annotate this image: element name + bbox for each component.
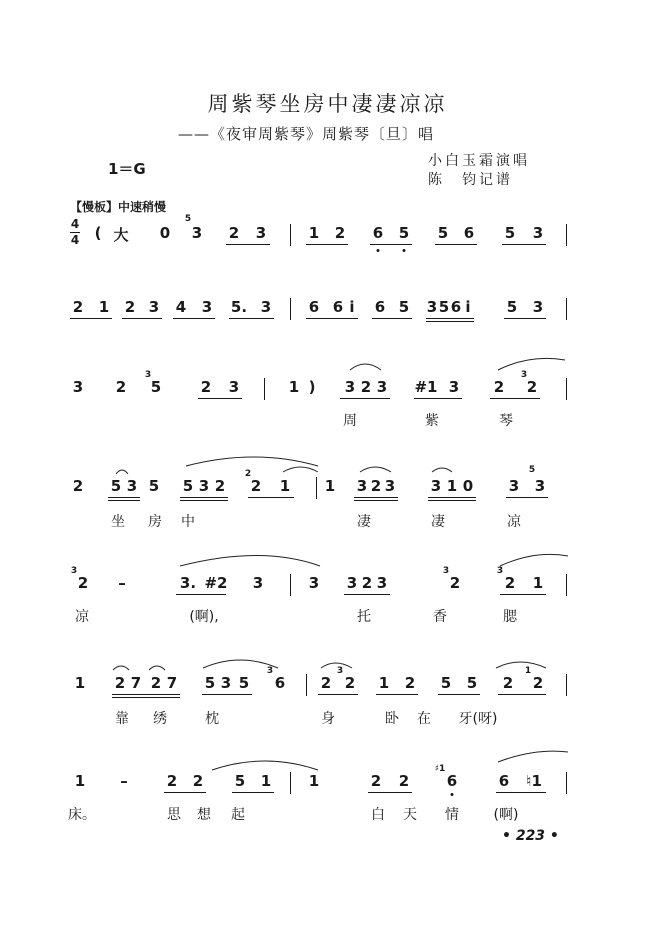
underline-beam <box>376 694 418 695</box>
underline-beam <box>435 244 477 245</box>
note: 1 <box>98 298 110 316</box>
note: 3 <box>72 378 84 396</box>
lyric: 在 <box>417 711 431 727</box>
slur <box>432 468 452 472</box>
note: 3 <box>376 574 388 592</box>
grace-note: 3 <box>336 666 344 676</box>
underline-beam <box>370 244 412 245</box>
grace-note: 3 <box>266 666 274 676</box>
grace-note: 5 <box>184 214 192 224</box>
note: 4 <box>175 298 187 316</box>
underline-beam <box>198 398 242 399</box>
note: 5 <box>438 298 450 316</box>
slur <box>360 467 391 472</box>
underline-beam <box>504 318 546 319</box>
underline-beam <box>496 792 546 793</box>
note: 5 <box>182 477 194 495</box>
note: 大 <box>113 226 129 244</box>
note: 3 <box>148 298 160 316</box>
song-subtitle: ——《夜审周紫琴》周紫琴〔旦〕唱 <box>178 125 435 143</box>
underline-beam <box>108 500 140 501</box>
underline-beam <box>368 792 412 793</box>
note: ( <box>94 224 102 242</box>
underline-beam <box>354 497 398 498</box>
underline-beam <box>180 500 228 501</box>
note: 2 <box>370 772 382 790</box>
note: 2 <box>504 574 516 592</box>
note: 5 <box>504 224 516 242</box>
note: #1 <box>414 378 438 396</box>
note: 2 <box>493 378 505 396</box>
note: 1 <box>279 477 291 495</box>
underline-beam <box>506 497 548 498</box>
note: ) <box>308 378 316 396</box>
barline <box>290 224 291 246</box>
note: 5 <box>150 378 162 396</box>
lyric: 托 <box>357 609 371 625</box>
note: 6 <box>374 298 386 316</box>
note: i <box>465 298 471 316</box>
note: #2 <box>204 574 228 592</box>
note: 2 <box>166 772 178 790</box>
grace-note: 3 <box>144 370 152 380</box>
lyric: 周 <box>343 413 357 429</box>
note: 2 <box>72 298 84 316</box>
underline-beam <box>490 398 540 399</box>
slur <box>498 751 568 762</box>
lyric: 凄 <box>357 514 371 530</box>
underline-beam <box>426 321 474 322</box>
note: 2 <box>200 378 212 396</box>
note: 3 <box>430 477 442 495</box>
note: 3 <box>508 477 520 495</box>
note: 5 <box>110 477 122 495</box>
note: 3 <box>426 298 438 316</box>
slur <box>113 666 129 670</box>
lyric: 床。 <box>68 807 96 823</box>
barline <box>566 674 567 696</box>
grace-note: ♯1 <box>434 764 446 774</box>
underline-beam <box>372 318 412 319</box>
note: 5 <box>148 477 160 495</box>
note: 3 <box>252 574 264 592</box>
barline <box>566 298 567 320</box>
note: 1 <box>378 674 390 692</box>
note: 2 <box>192 772 204 790</box>
lyric: (啊) <box>493 807 519 823</box>
grace-note: 3 <box>496 566 504 576</box>
barline <box>566 772 567 794</box>
lyric: 中 <box>181 514 195 530</box>
lyric: 香 <box>433 609 447 625</box>
underline-beam <box>176 594 226 595</box>
slur <box>350 364 381 370</box>
underline-beam <box>112 697 180 698</box>
barline <box>306 674 307 696</box>
note: 3 <box>228 378 240 396</box>
note: 3 <box>198 477 210 495</box>
grace-note: 3 <box>520 370 528 380</box>
lyric: 白 <box>371 807 385 823</box>
lyric: 枕 <box>205 711 219 727</box>
note: 2 <box>72 477 84 495</box>
lyric: 凉 <box>75 609 89 625</box>
slur <box>180 556 320 567</box>
lyric: 坐 <box>111 514 125 530</box>
note: 1 <box>308 224 320 242</box>
lyric: 起 <box>231 807 245 823</box>
slur <box>496 662 546 668</box>
barline <box>316 477 317 499</box>
underline-beam <box>232 792 274 793</box>
underline-beam <box>428 500 476 501</box>
note: 3 <box>308 574 320 592</box>
note: 3 <box>255 224 267 242</box>
note: 2 <box>150 674 162 692</box>
note: 5. <box>230 298 248 316</box>
note: 5 <box>234 772 246 790</box>
underline-beam <box>173 318 215 319</box>
note: 3 <box>346 574 358 592</box>
note: 1 <box>532 574 544 592</box>
barline <box>566 224 567 246</box>
note: 5 <box>437 224 449 242</box>
note: 1 <box>308 772 320 790</box>
lyric: 凉 <box>507 514 521 530</box>
note: 3 <box>532 224 544 242</box>
underline-beam <box>306 318 358 319</box>
note: 1 <box>446 477 458 495</box>
note: 5 <box>440 674 452 692</box>
barline <box>264 378 265 400</box>
underline-beam <box>164 792 206 793</box>
note: 7 <box>130 674 142 692</box>
note: 6 <box>308 298 320 316</box>
octave-dot-low <box>377 249 380 252</box>
note: 2 <box>124 298 136 316</box>
song-title: 周紫琴坐房中凄凄凉凉 <box>207 92 448 116</box>
note: 1 <box>74 674 86 692</box>
lyric: 房 <box>148 514 162 530</box>
barline <box>566 574 567 596</box>
note: 1 <box>260 772 272 790</box>
note: 3 <box>356 477 368 495</box>
note: 3 <box>534 477 546 495</box>
note: 3 <box>191 224 203 242</box>
underline-beam <box>502 244 546 245</box>
slur <box>283 467 318 472</box>
lyric: 情 <box>445 807 459 823</box>
note: 1 <box>288 378 300 396</box>
lyric: 卧 <box>385 711 399 727</box>
grace-note: 3 <box>70 566 78 576</box>
note: 5 <box>506 298 518 316</box>
underline-beam <box>344 594 390 595</box>
note: 2 <box>502 674 514 692</box>
underline-beam <box>438 694 480 695</box>
underline-beam <box>108 497 140 498</box>
note: 2 <box>334 224 346 242</box>
slur <box>116 470 128 474</box>
lyric: 靠 <box>115 711 129 727</box>
note: 2 <box>228 224 240 242</box>
grace-note: 3 <box>442 566 450 576</box>
note: 2 <box>114 674 126 692</box>
note: 7 <box>166 674 178 692</box>
lyric: 思 <box>167 807 181 823</box>
underline-beam <box>202 694 252 695</box>
note: 2 <box>250 477 262 495</box>
note: 2 <box>115 378 127 396</box>
lyric: 身 <box>321 711 335 727</box>
note: 1 <box>324 477 336 495</box>
time-signature-top: 4 <box>70 217 80 231</box>
slur <box>149 666 165 670</box>
note: 2 <box>370 477 382 495</box>
credit-singer: 小白玉霜演唱 <box>428 153 530 169</box>
lyric: 凄 <box>431 514 445 530</box>
note: 6 <box>463 224 475 242</box>
note: ♮1 <box>526 772 542 790</box>
note: 2 <box>214 477 226 495</box>
underline-beam <box>354 500 398 501</box>
note: – <box>118 574 126 592</box>
note: 6 <box>372 224 384 242</box>
note: 0 <box>462 477 474 495</box>
note: 2 <box>344 674 356 692</box>
note: 3 <box>532 298 544 316</box>
octave-dot-low <box>403 249 406 252</box>
note: 6 <box>498 772 510 790</box>
note: 5 <box>398 224 410 242</box>
barline <box>290 574 291 596</box>
note: 2 <box>361 574 373 592</box>
note: 2 <box>77 574 89 592</box>
note: 6 <box>332 298 344 316</box>
note: 5 <box>466 674 478 692</box>
note: 3 <box>260 298 272 316</box>
grace-note: 1 <box>524 666 532 676</box>
underline-beam <box>70 318 112 319</box>
note: 0 <box>159 224 171 242</box>
note: 5 <box>238 674 250 692</box>
note: 5 <box>398 298 410 316</box>
underline-beam <box>180 497 228 498</box>
note: 2 <box>532 674 544 692</box>
lyric: 想 <box>197 807 211 823</box>
note: 3 <box>448 378 460 396</box>
lyric: (啊), <box>189 609 219 625</box>
underline-beam <box>112 694 180 695</box>
barline <box>290 298 291 320</box>
lyric: 天 <box>403 807 417 823</box>
note: i <box>349 298 355 316</box>
underline-beam <box>428 497 476 498</box>
underline-beam <box>414 398 462 399</box>
note: 6 <box>274 674 286 692</box>
page-number: • 223 • <box>502 828 559 844</box>
underline-beam <box>226 244 270 245</box>
underline-beam <box>318 694 358 695</box>
note: 1 <box>74 772 86 790</box>
note: 3 <box>384 477 396 495</box>
underline-beam <box>229 318 274 319</box>
slur <box>498 358 565 370</box>
lyric: 紫 <box>425 413 439 429</box>
octave-dot-low <box>451 793 454 796</box>
note: 3 <box>344 378 356 396</box>
slur <box>212 761 318 770</box>
note: 2 <box>320 674 332 692</box>
credit-transcriber: 陈 钧记谱 <box>428 172 513 188</box>
lyric: 琴 <box>499 413 513 429</box>
note: 3. <box>179 574 197 592</box>
note: 6 <box>450 298 462 316</box>
lyric: 绣 <box>153 711 167 727</box>
underline-beam <box>248 497 294 498</box>
grace-note: 5 <box>528 465 536 475</box>
note: 3 <box>376 378 388 396</box>
barline <box>290 772 291 794</box>
note: 2 <box>398 772 410 790</box>
barline <box>566 378 567 400</box>
note: 3 <box>126 477 138 495</box>
grace-note: 2 <box>244 469 252 479</box>
slur <box>186 457 318 466</box>
underline-beam <box>500 594 546 595</box>
note: 6 <box>446 772 458 790</box>
slur <box>500 554 568 566</box>
underline-beam <box>426 318 474 319</box>
tempo-marking: 【慢板】中速稍慢 <box>70 200 167 214</box>
lyric: 腮 <box>503 609 517 625</box>
note: 5 <box>204 674 216 692</box>
note: 2 <box>360 378 372 396</box>
key-signature: 1＝G <box>108 160 146 178</box>
note: 2 <box>449 574 461 592</box>
note: 3 <box>220 674 232 692</box>
note: 3 <box>201 298 213 316</box>
note: 2 <box>526 378 538 396</box>
time-signature-bottom: 4 <box>70 233 80 247</box>
note: – <box>120 772 128 790</box>
underline-beam <box>340 398 390 399</box>
lyric: 牙(呀) <box>458 711 498 727</box>
underline-beam <box>306 244 348 245</box>
underline-beam <box>498 694 546 695</box>
note: 2 <box>404 674 416 692</box>
underline-beam <box>122 318 162 319</box>
